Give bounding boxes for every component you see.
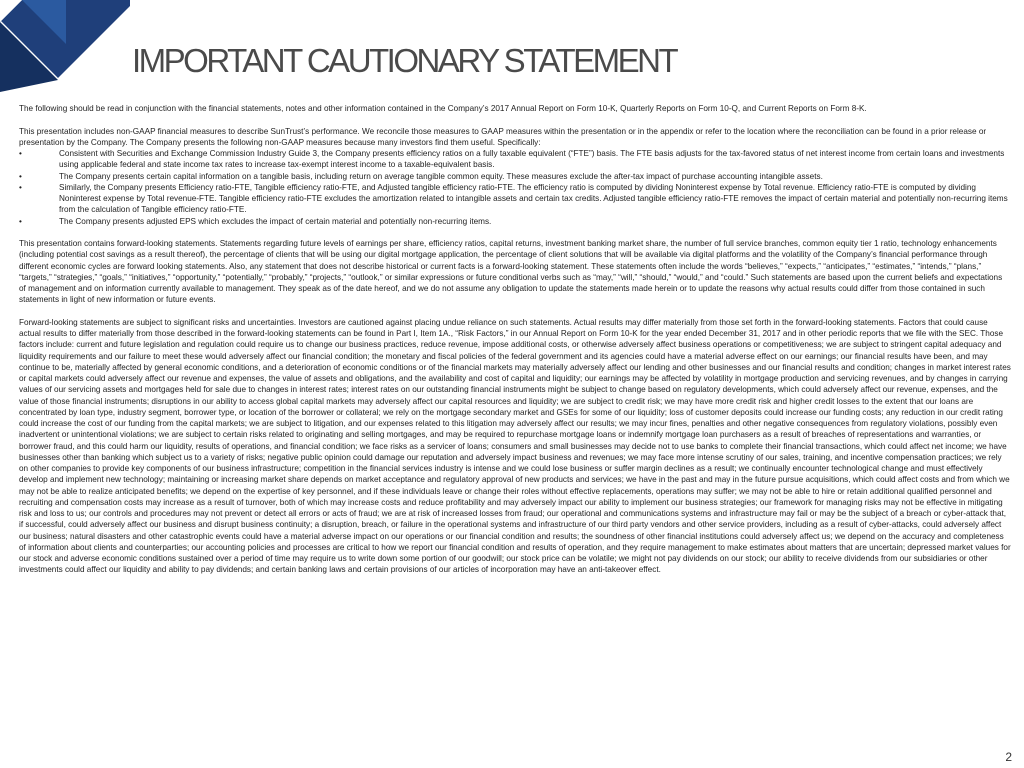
- non-gaap-paragraph: This presentation includes non-GAAP financial measures to describe SunTrust’s performance. We reconcile those measures to GAAP measures within the presentation or in the appendix or refer to the location where the reconciliation can be found in a prior release or presentation by the Company. The Company presents the following non-GAAP measures because many investors find them useful. Specifically:: [19, 126, 987, 147]
- non-gaap-list: [19, 148, 1011, 227]
- bullet-icon: •: [19, 171, 22, 181]
- list-item: [19, 216, 1011, 227]
- bullet-icon: •: [19, 216, 22, 226]
- forward-looking-paragraph: This presentation contains forward-looking statements. Statements regarding future levels of earnings per share, efficiency ratios, capital returns, investment banking market share, the number of full service branches, common equity tier 1 ratio, technology enhancements (including potential cost savings as a result thereof), the percentage of clients that will be using our digital mortgage application, the percentage of client solutions that will be available via digital platforms and the volatility of the Company’s financial performance through different economic cycles are forward looking statements. Also, any statement that does not describe historical or current facts is a forward-looking statement. These statements often include the words “believes,” “expects,” “anticipates,” “estimates,” “intends,” “plans,” “targets,” “strategies,” “goals,” “initiatives,” “opportunity,” “potentially,” “probably,” “projects,” “outlook,” or similar expressions or future conditional verbs such as “may,” “will,” “should,” “would,” and “could.” Such statements are based upon the current beliefs and expectations of management and on information currently available to management. They speak as of the date hereof, and we do not assume any obligation to update the statements made herein or to update the reasons why actual results could differ from those contained in such statements in light of new information or future events.: [19, 239, 1003, 305]
- intro-paragraph: The following should be read in conjunction with the financial statements, notes and other information contained in the Company’s 2017 Annual Report on Form 10-K, Quarterly Reports on Form 10-Q, and Current Reports on Form 8-K.: [19, 104, 867, 113]
- bullet-icon: •: [19, 149, 22, 158]
- list-item-text: Consistent with Securities and Exchange Commission Industry Guide 3, the Company presents efficiency ratios on a fully taxable equivalent (“FTE”) basis. The FTE basis adjusts for the tax-favored status of net interest income from certain loans and investments using applicable federal and state income tax rates to increase tax-exempt interest income to a taxable-equivalent basis.: [59, 149, 1005, 170]
- list-item: [19, 148, 1011, 171]
- brand-diamond-logo: [0, 0, 130, 92]
- document-body: [19, 103, 1011, 576]
- list-item-text: The Company presents certain capital information on a tangible basis, including return on average tangible common equity. These measures exclude the after-tax impact of purchase accounting intangible assets.: [59, 171, 823, 181]
- list-item: [19, 171, 1011, 182]
- risk-factors-paragraph: Forward-looking statements are subject to significant risks and uncertainties. Investors are cautioned against placing undue reliance on such statements. Actual results may differ materially from those set forth in the forward-looking statements. Factors that could cause actual results to differ materially from those described in the forward-looking statements can be found in Part I, Item 1A., “Risk Factors,” in our Annual Report on Form 10-K for the year ended December 31, 2017 and in other periodic reports that we file with the SEC. Those factors include: current and future legislation and regulation could require us to change our business practices, reduce revenue, impose additional costs, or otherwise adversely affect business operations or competitiveness; we are subject to stringent capital adequacy and liquidity requirements and our failure to meet these would adversely affect our financial condition; the monetary and fiscal policies of the federal government and its agencies could have a material adverse effect on our earnings; our financial results have been, and may continue to be, materially affected by general economic conditions, and a deterioration of economic conditions or of the financial markets may materially adversely affect our lending and other businesses and our financial results and condition; changes in market interest rates or capital markets could adversely affect our revenue and expenses, the value of assets and obligations, and the availability and cost of capital and liquidity; our earnings may be affected by volatility in mortgage production and servicing revenues, and by changes in carrying values of our servicing assets and mortgages held for sale due to changes in interest rates; interest rates on our outstanding financial instruments might be subject to change based on regulatory developments, which could adversely affect our revenue, expenses, and the value of those financial instruments; disruptions in our ability to access global capital markets may adversely affect our capital resources and liquidity; we are subject to credit risk; we may have more credit risk and higher credit losses to the extent that our loans are concentrated by loan type, industry segment, borrower type, or location of the borrower or collateral; we rely on the mortgage secondary market and GSEs for some of our liquidity; loss of customer deposits could increase our funding costs; any reduction in our credit rating could increase the cost of our funding from the capital markets; we are subject to litigation, and our expenses related to this litigation may adversely affect our results; we may incur fines, penalties and other negative consequences from regulatory violations, possibly even inadvertent or unintentional violations; we are subject to certain risks related to originating and selling mortgages, and may be required to repurchase mortgage loans or indemnify mortgage loan purchasers as a result of breaches of representations and warranties, or borrower fraud, and this could harm our liquidity, results of operations, and financial condition; we face risks as a servicer of loans; consumers and small businesses may decide not to use banks to complete their financial transactions, which could affect net income; we have businesses other than banking which subject us to a variety of risks; negative public opinion could damage our reputation and adversely impact business and revenues; we may face more intense scrutiny of our sales, training, and incentive compensation practices; we rely on other companies to provide key components of our business infrastructure; competition in the financial services industry is intense and we could lose business or suffer margin declines as a result; we continually encounter technological change and must effectively develop and implement new technology; maintaining or increasing market share depends on market acceptance and regulatory approval of new products and services; we have in the past and may in the future pursue acquisitions, which could affect costs and from which we may not be able to realize anticipated benefits; we depend on the expertise of key personnel, and if these individuals leave or change their roles without effective replacements, operations may suffer; we may not be able to hire or retain additional qualified personnel and recruiting and compensation costs may increase as a result of turnover, both of which may increase costs and reduce profitability and may adversely impact our ability to implement our business strategies; our framework for managing risks may not be effective in mitigating risk and loss to us; our controls and procedures may not prevent or detect all errors or acts of fraud; we are at risk of increased losses from fraud; our operational and communications systems and infrastructure may fail or may be the subject of a breach or cyber-attack that, if successful, could adversely affect our business and disrupt business continuity; a disruption, breach, or failure in the operational systems and infrastructure of our third party vendors and other service providers, including as a result of cyber-attacks, could adversely affect our business; natural disasters and other catastrophic events could have a material adverse impact on our operations or our financial condition and results; the soundness of other financial institutions could adversely affect us; we depend on the accuracy and completeness of information about clients and counterparties; our accounting policies and processes are critical to how we report our financial condition and results of operation, and they require management to make estimates about matters that are uncertain; depressed market values for our stock and adverse economic conditions sustained over a period of time may require us to write down some portion of our goodwill; our stock price can be volatile; we might not pay dividends on our stock; our ability to receive dividends from our subsidiaries or other investments could affect our liquidity and ability to pay dividends; and certain banking laws and certain provisions of our articles of incorporation may have an anti-takeover effect.: [19, 317, 1011, 575]
- page-title: IMPORTANT CAUTIONARY STATEMENT: [132, 42, 677, 79]
- list-item-text: The Company presents adjusted EPS which excludes the impact of certain material and potentially non-recurring items.: [59, 216, 492, 226]
- page-number: 2: [1005, 750, 1012, 764]
- list-item: [19, 182, 1011, 216]
- bullet-icon: •: [19, 182, 22, 192]
- list-item-text: Similarly, the Company presents Efficiency ratio-FTE, Tangible efficiency ratio-FTE, and Adjusted tangible efficiency ratio-FTE. The efficiency ratio is computed by dividing Noninterest expense by Total revenue. Efficiency ratio-FTE is computed by dividing Noninterest expense by Total revenue-FTE. Tangible efficiency ratio-FTE excludes the amortization related to intangible assets and certain tax credits. Adjusted tangible efficiency ratio-FTE removes the impact of certain material and potentially non-recurring items from the calculation of Tangible efficiency ratio-FTE.: [59, 182, 1008, 215]
